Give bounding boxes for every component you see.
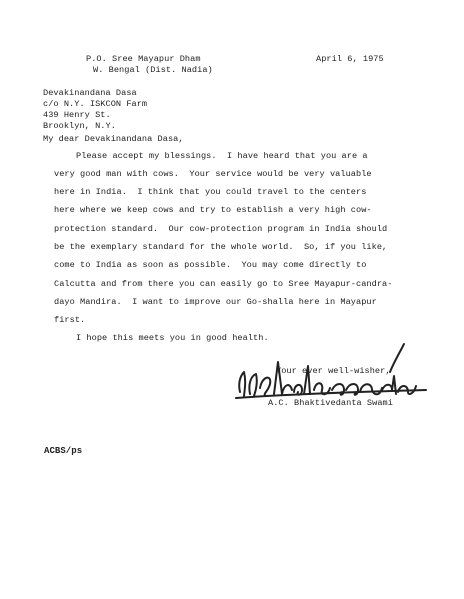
recipient-name: Devakinandana Dasa — [43, 88, 137, 98]
letter-date: April 6, 1975 — [316, 54, 384, 64]
body-line-7: come to India as soon as possible. You may come directly to — [54, 260, 367, 270]
recipient-street: 439 Henry St. — [43, 110, 111, 120]
body-line-1: Please accept my blessings. I have heard that you are a — [76, 151, 368, 161]
body-line-2: very good man with cows. Your service would be very valuable — [54, 169, 372, 179]
body-line-8: Calcutta and from there you can easily go to Sree Mayapur-candra- — [54, 279, 393, 289]
body-line-9: dayo Mandira. I want to improve our Go-shalla here in Mayapur — [54, 297, 377, 307]
body-line-4: here where we keep cows and try to establish a very high cow- — [54, 205, 372, 215]
body-line-5: protection standard. Our cow-protection program in India should — [54, 224, 388, 234]
recipient-care-of: c/o N.Y. ISKCON Farm — [43, 99, 148, 109]
recipient-city: Brooklyn, N.Y. — [43, 121, 116, 131]
reference-initials: ACBS/ps — [44, 446, 83, 456]
salutation: My dear Devakinandana Dasa, — [43, 134, 184, 144]
body-line-6: be the exemplary standard for the whole world. So, if you like, — [54, 242, 388, 252]
handwritten-signature — [232, 340, 432, 406]
signatory-name: A.C. Bhaktivedanta Swami — [268, 398, 393, 408]
body-line-3: here in India. I think that you could travel to the centers — [54, 187, 367, 197]
closing-wish: I hope this meets you in good health. — [76, 333, 269, 343]
sender-address-line-2: W. Bengal (Dist. Nadia) — [93, 65, 213, 75]
body-line-10: first. — [54, 315, 86, 325]
valediction: Your ever well-wisher, — [276, 366, 391, 376]
sender-address-line-1: P.O. Sree Mayapur Dham — [86, 54, 201, 64]
